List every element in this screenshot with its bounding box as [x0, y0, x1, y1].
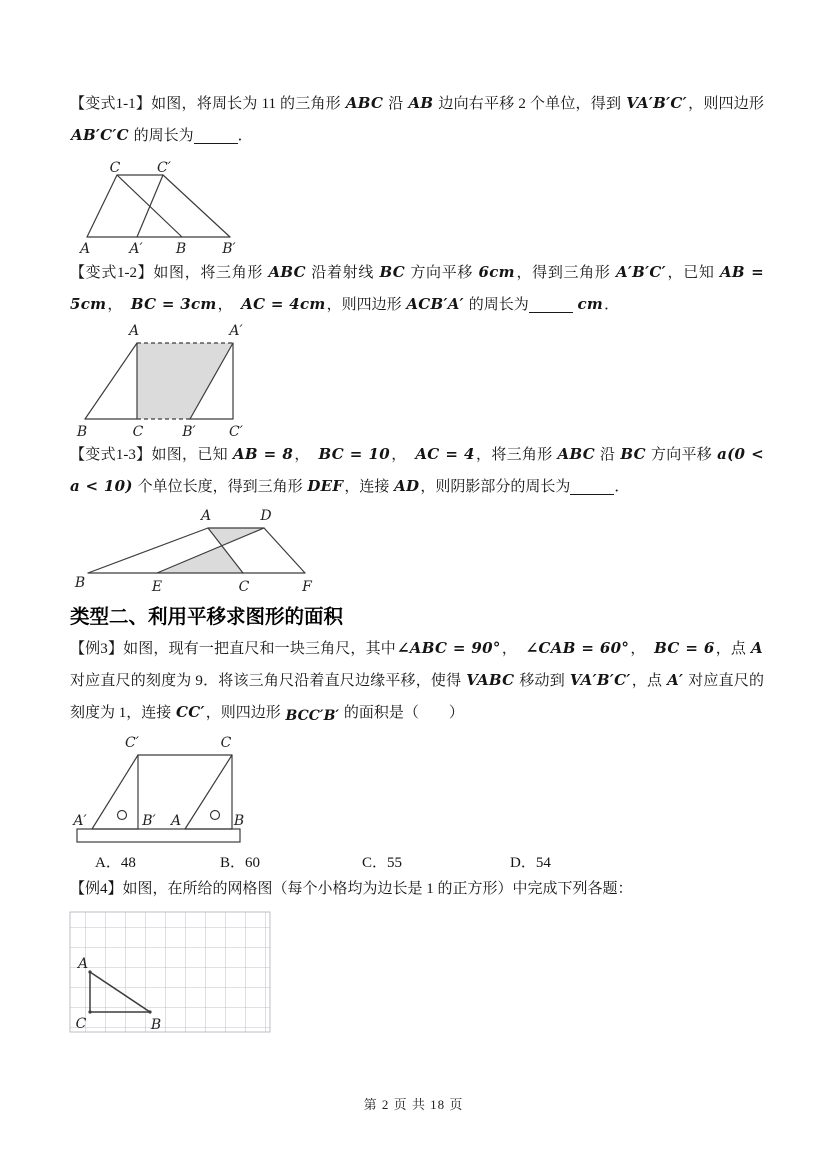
shaded-region-bottom: [157, 546, 243, 573]
figure-variant-1-3-shaded-triangles: [60, 505, 330, 597]
vertex-label-b: B: [150, 1017, 162, 1033]
vertex-label-c-prime: C′: [125, 735, 139, 751]
grid-squares: [70, 912, 270, 1032]
vertex-label-c: C: [132, 424, 144, 439]
vertex-label-d: D: [260, 508, 272, 524]
problem-variant-1-3: 【变式1-3】如图，已知 AB = 8， BC = 10， AC = 4，将三角形 ABC 沿 BC 方向平移 a(0 < a < 10) 个单位长度，得到三角形 DEF，连接 AD，则阴影部分的周长为 ．: [70, 445, 764, 495]
vertex-label-a-prime: A′: [129, 241, 143, 257]
option-c: C．55: [362, 855, 403, 871]
vertex-label-b-prime: B′: [182, 424, 196, 439]
vertex-label-c: C: [75, 1016, 87, 1032]
vertex-label-b: B: [233, 813, 245, 829]
vertex-label-c: C: [238, 579, 250, 595]
ruler: [77, 829, 240, 842]
vertex-label-a: A: [77, 956, 89, 972]
vertex-label-f: F: [302, 579, 312, 595]
option-d: D．54: [510, 855, 551, 871]
answer-options: [70, 852, 764, 874]
figure-example-3-ruler-set-squares: [60, 731, 320, 849]
figure-variant-1-2-shaded-quadrilateral: [60, 321, 320, 439]
option-a: A．48: [95, 855, 136, 871]
vertex-label-a-prime: A′: [229, 323, 243, 339]
shaded-region-acb-prime-a-prime: [137, 343, 233, 419]
page-footer: 第 2 页 共 18 页: [363, 1097, 464, 1112]
set-square-hole-left: [118, 811, 127, 820]
vertex-label-b: B: [76, 424, 88, 439]
figure-example-4-grid: [65, 907, 295, 1042]
shaded-region-top: [208, 528, 264, 546]
triangle-lines: [87, 175, 230, 237]
problem-example-4: 【例4】如图，在所给的网格图（每个小格均为边长是 1 的正方形）中完成下列各题：: [70, 881, 633, 897]
vertex-label-a: A: [200, 508, 212, 524]
section-heading-type2: 类型二、利用平移求图形的面积: [70, 607, 344, 628]
problem-example-3: 【例3】如图，现有一把直尺和一块三角尺，其中∠ABC = 90°， ∠CAB = 60°， BC = 6，点 A 对应直尺的刻度为 9．将该三角尺沿着直尺边缘平移，使得 VABC 移动到 VA′B′C′，点 A′ 对应直尺的刻度为 1，连接 CC′，则四边形 BCC′B′ 的面积是（ ）: [70, 639, 764, 724]
vertex-label-a: A: [128, 323, 140, 339]
set-square-hole-right: [211, 811, 220, 820]
vertex-label-b: B: [175, 241, 187, 257]
vertex-label-c: C: [109, 161, 121, 176]
problem-variant-1-2: 【变式1-2】如图，将三角形 ABC 沿着射线 BC 方向平移 6cm，得到三角形 A′B′C′，已知 AB = 5cm， BC = 3cm， AC = 4cm，则四边形 ACB′A′ 的周长为 cm．: [70, 263, 764, 313]
problem-variant-1-1: 【变式1-1】如图，将周长为 11 的三角形 ABC 沿 AB 边向右平移 2 个单位，得到 VA′B′C′，则四边形 AB′C′C 的周长为 ．: [70, 94, 764, 144]
figure-variant-1-1-translation-trapezoid: [60, 161, 320, 257]
option-b: B．60: [220, 855, 261, 871]
vertex-label-c-prime: C′: [229, 424, 243, 439]
vertex-label-a: A: [79, 241, 91, 257]
vertex-label-b-prime: B′: [142, 813, 156, 829]
vertex-label-c: C: [220, 735, 232, 751]
vertex-label-a-prime: A′: [73, 813, 87, 829]
vertex-label-b: B: [74, 575, 86, 591]
vertex-label-b-prime: B′: [222, 241, 236, 257]
vertex-label-e: E: [151, 579, 163, 595]
vertex-label-c-prime: C′: [157, 161, 171, 176]
vertex-label-a: A: [170, 813, 182, 829]
